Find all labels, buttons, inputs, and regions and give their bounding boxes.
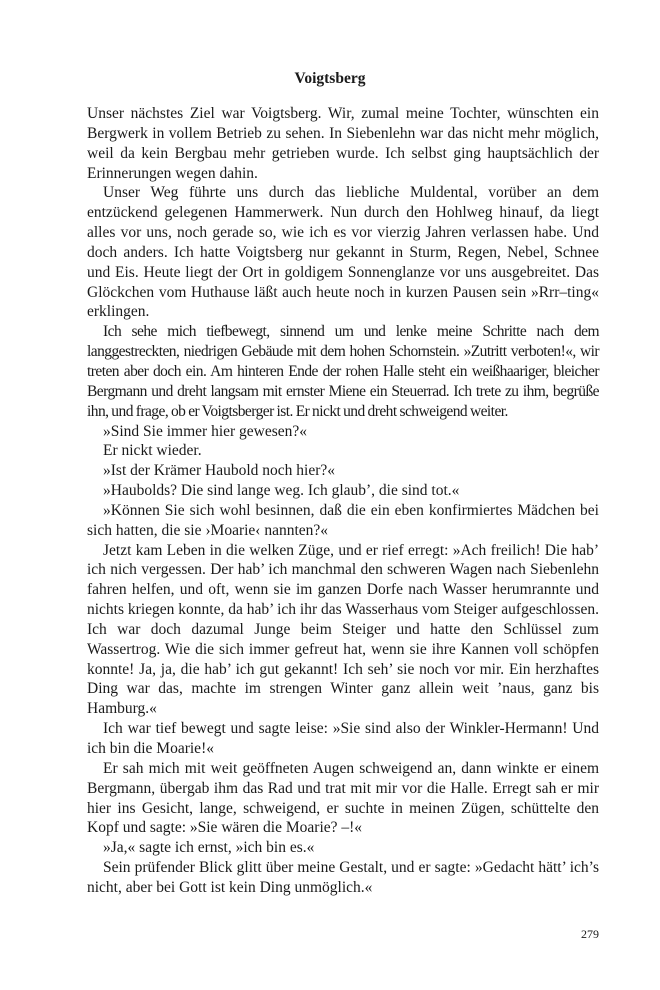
paragraph: Jetzt kam Leben in die welken Züge, und er rief erregt: »Ach freilich! Die hab’ ich nich vergessen. Der hab’ ich manchmal den schweren Wagen nach Siebenlehn fahren helfen, und oft, wenn sie im ganzen Dorfe nach Wasser herumrannte und nichts kriegen konnte, da hab’ ich ihr das Wasserhaus vom Steiger aufgeschlossen. Ich war doch dazumal Junge beim Steiger und hatte den Schlüssel zum Wassertrog. Wie die sich immer gefreut hat, wenn sie ihre Kannen voll schöpfen konnte! Ja, ja, die hab’ ich gut gekannt! Ich seh’ sie noch vor mir. Ein herzhaftes Ding war das, machte im strengen Winter ganz allein weit ’naus, ganz bis Hamburg.« — [87, 541, 599, 718]
dialogue-line: »Sind Sie immer hier gewesen?« — [103, 422, 308, 440]
paragraph: Sein prüfender Blick glitt über meine Gestalt, und er sagte: »Gedacht hätt’ ich’s nicht, aber bei Gott ist kein Ding unmöglich.« — [87, 859, 599, 896]
chapter-title: Voigtsberg — [294, 70, 366, 87]
page-number: 279 — [581, 927, 599, 941]
dialogue-line: »Ist der Krämer Haubold noch hier?« — [103, 462, 335, 480]
paragraph: Unser nächstes Ziel war Voigtsberg. Wir, zumal meine Tochter, wünschten ein Bergwerk in vollem Betrieb zu sehen. In Siebenlehn war das nicht mehr möglich, weil da kein Bergbau mehr getrieben wurde. Ich selbst ging hauptsächlich der Erinnerungen wegen dahin. — [87, 105, 599, 182]
paragraph: Ich war tief bewegt und sagte leise: »Sie sind also der Winkler-Hermann! Und ich bin die Moarie!« — [87, 720, 599, 757]
paragraph: Er sah mich mit weit geöffneten Augen schweigend an, dann winkte er einem Bergmann, übergab ihm das Rad und trat mit mir vor die Halle. Erregt sah er mir hier ins Gesicht, lange, schweigend, er suchte in meinen Zügen, schüttelte den Kopf und sagte: »Sie wären die Moarie? –!« — [87, 759, 599, 837]
paragraph: Ich sehe mich tiefbewegt, sinnend um und lenke meine Schritte nach dem langgestreckten, niedrigen Gebäude mit dem hohen Schornstein. »Zutritt verboten!«, wir treten aber doch ein. Am hinteren Ende der rohen Halle steht ein weißhaariger, bleicher Bergmann und dreht langsam mit ernster Miene ein Steuerrad. Ich trete zu ihm, begrüße ihn, und frage, ob er Voigtsberger ist. Er nickt und dreht schweigend weiter. — [87, 323, 599, 420]
dialogue-line: »Haubolds? Die sind lange weg. Ich glaub’, die sind tot.« — [103, 482, 460, 500]
paragraph: Unser Weg führte uns durch das liebliche Muldental, vorüber an dem entzückend gelegenen Hammerwerk. Nun durch den Hohlweg hinauf, da liegt alles vor uns, noch gerade so, wie ich es vor vierzig Jahren verlassen habe. Und doch anders. Ich hatte Voigtsberg nur gekannt in Sturm, Regen, Nebel, Schnee und Eis. Heute liegt der Ort in goldigem Sonnenglanze vor uns ausgebreitet. Das Glöckchen vom Huthause läßt auch heute noch in kurzen Pausen sein »Rrr–ting« erklingen. — [87, 184, 599, 321]
dialogue-line: »Ja,« sagte ich ernst, »ich bin es.« — [103, 839, 315, 857]
paragraph: »Können Sie sich wohl besinnen, daß die ein eben konfirmiertes Mädchen bei sich hatten, die sie ›Moarie‹ nannten?« — [87, 501, 599, 539]
dialogue-line: Er nickt wieder. — [103, 442, 202, 460]
body-text — [87, 104, 599, 898]
